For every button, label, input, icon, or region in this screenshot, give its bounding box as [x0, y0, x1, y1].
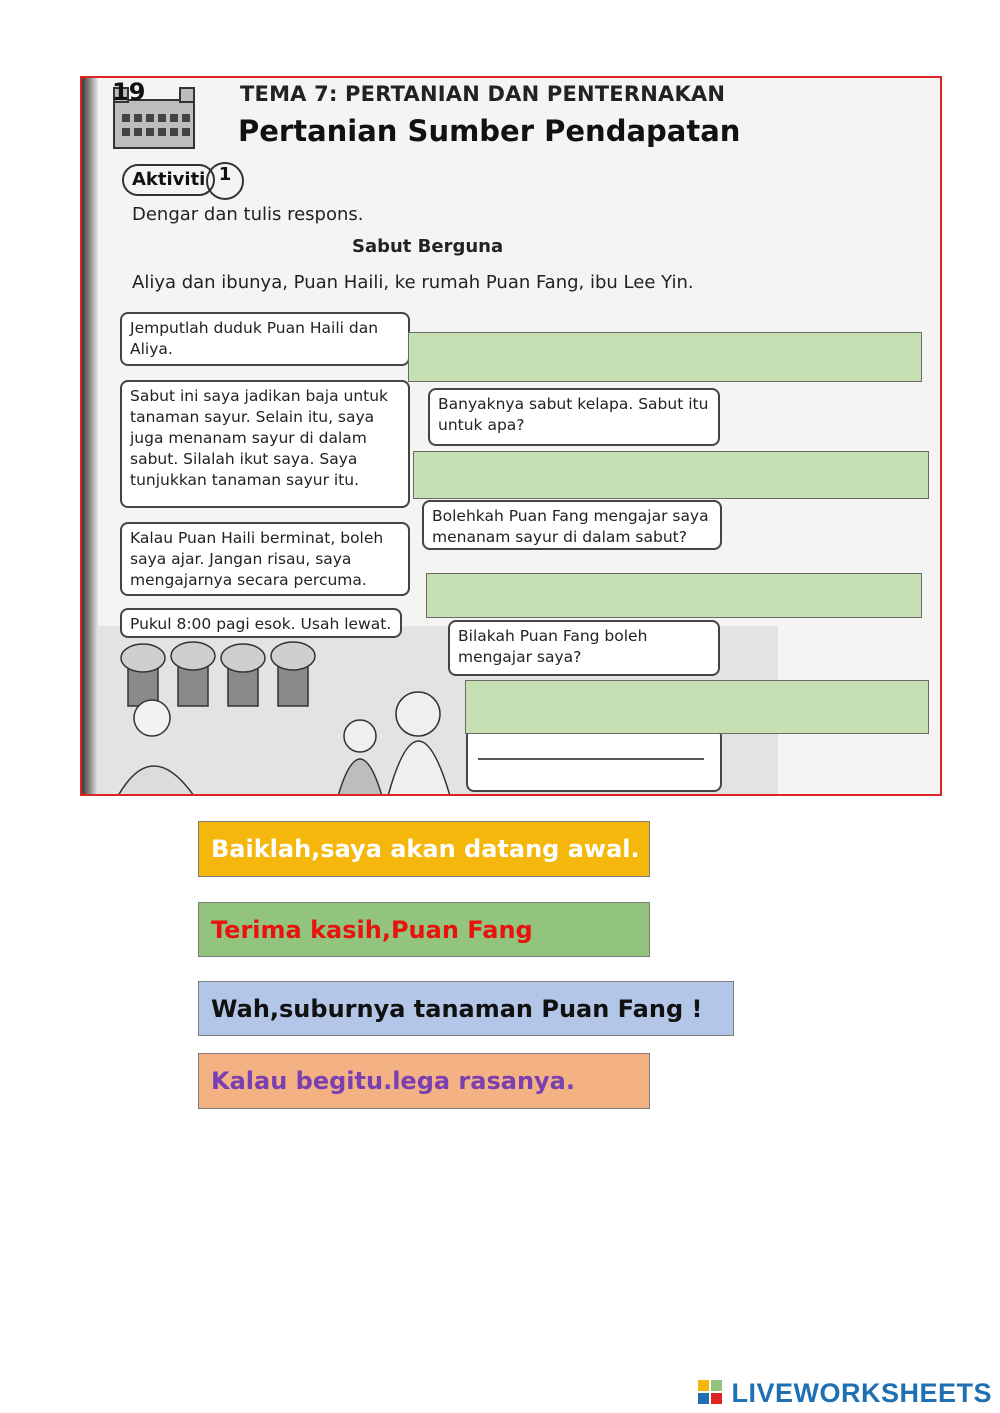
- activity-number: 1: [206, 162, 244, 200]
- story-title: Sabut Berguna: [352, 236, 504, 257]
- theme-heading: TEMA 7: PERTANIAN DAN PENTERNAKAN: [240, 82, 726, 106]
- answer-choice-2[interactable]: Terima kasih,Puan Fang: [198, 902, 650, 957]
- speech-bubble-left-4: Pukul 8:00 pagi esok. Usah lewat.: [120, 608, 402, 638]
- speech-bubble-left-1: Jemputlah duduk Puan Haili dan Aliya.: [120, 312, 410, 366]
- speech-bubble-left-3: Kalau Puan Haili berminat, boleh saya ajar. Jangan risau, saya mengajarnya secara percuma.: [120, 522, 410, 596]
- answer-choice-1[interactable]: Baiklah,saya akan datang awal.: [198, 821, 650, 877]
- answer-choice-4[interactable]: Kalau begitu.lega rasanya.: [198, 1053, 650, 1109]
- answer-line: [478, 758, 704, 760]
- instruction-text: Dengar dan tulis respons.: [132, 204, 364, 225]
- answer-drop-zone-2[interactable]: [413, 451, 929, 499]
- speech-bubble-left-2: Sabut ini saya jadikan baja untuk tanaman sayur. Selain itu, saya juga menanam sayur di dalam sabut. Silalah ikut saya. Saya tunjukkan tanaman sayur itu.: [120, 380, 410, 508]
- speech-bubble-right-1: Banyaknya sabut kelapa. Sabut itu untuk apa?: [428, 388, 720, 446]
- answer-choice-3[interactable]: Wah,suburnya tanaman Puan Fang !: [198, 981, 734, 1036]
- answer-drop-zone-3[interactable]: [426, 573, 922, 618]
- speech-bubble-right-2: Bolehkah Puan Fang mengajar saya menanam sayur di dalam sabut?: [422, 500, 722, 550]
- liveworksheets-logo-icon: [698, 1380, 722, 1404]
- answer-drop-zone-1[interactable]: [408, 332, 922, 382]
- footer-brand[interactable]: LIVEWORKSHEETS: [731, 1378, 992, 1408]
- intro-text: Aliya dan ibunya, Puan Haili, ke rumah Puan Fang, ibu Lee Yin.: [132, 272, 694, 293]
- page-title: Pertanian Sumber Pendapatan: [238, 114, 741, 148]
- activity-label: Aktiviti: [122, 164, 215, 196]
- speech-bubble-right-blank: [466, 728, 722, 792]
- page-number: 19: [112, 78, 146, 106]
- book-spine: [82, 78, 98, 794]
- answer-drop-zone-4[interactable]: [465, 680, 929, 734]
- speech-bubble-right-3: Bilakah Puan Fang boleh mengajar saya?: [448, 620, 720, 676]
